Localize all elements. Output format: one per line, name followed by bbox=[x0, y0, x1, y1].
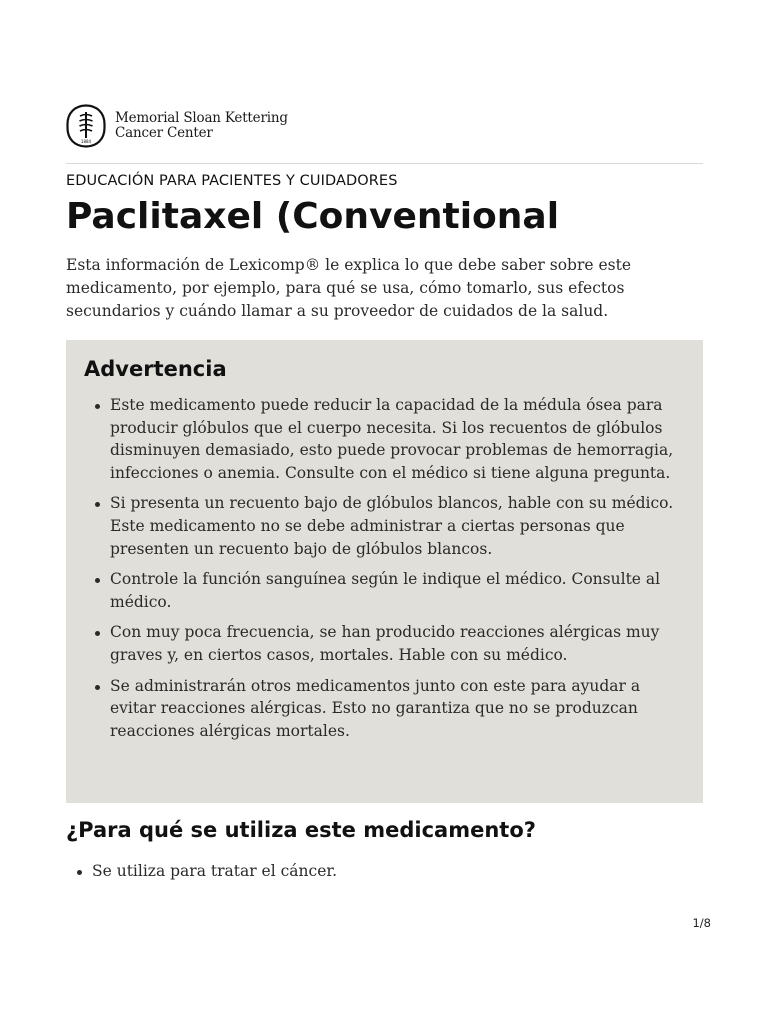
warning-item: Este medicamento puede reducir la capacidad de la médula ósea para producir glóbulos que el cuerpo necesita. Si los recuentos de glóbulos disminuyen demasiado, esto puede provocar problemas de hemorragia, infecciones o anemia. Consulte con el médico si tiene alguna pregunta. bbox=[84, 394, 685, 484]
page-title: Paclitaxel (Conventional bbox=[66, 196, 560, 237]
page-number: 1/8 bbox=[692, 916, 711, 930]
usage-item: Se utiliza para tratar el cáncer. bbox=[66, 860, 703, 883]
logo-wordmark bbox=[115, 111, 288, 141]
usage-heading: ¿Para qué se utiliza este medicamento? bbox=[66, 818, 536, 842]
logo-line-1: Memorial Sloan Kettering bbox=[115, 110, 288, 126]
warning-box bbox=[66, 340, 703, 803]
msk-logo bbox=[66, 104, 288, 148]
svg-text:1884: 1884 bbox=[80, 139, 92, 144]
logo-line-2: Cancer Center bbox=[115, 125, 213, 141]
warning-heading: Advertencia bbox=[84, 357, 227, 381]
msk-tree-logo-icon bbox=[66, 104, 106, 148]
intro-paragraph: Esta información de Lexicomp® le explica lo que debe saber sobre este medicamento, por ejemplo, para qué se usa, cómo tomarlo, sus efectos secundarios y cuándo llamar a su proveedor de cuidados de la salud. bbox=[66, 256, 632, 320]
usage-list bbox=[66, 860, 703, 891]
warning-item: Controle la función sanguínea según le indique el médico. Consulte al médico. bbox=[84, 568, 685, 613]
warning-list bbox=[84, 394, 685, 742]
warning-item: Se administrarán otros medicamentos junto con este para ayudar a evitar reacciones alérgicas. Esto no garantiza que no se produzcan reacciones alérgicas mortales. bbox=[84, 675, 685, 743]
warning-item: Si presenta un recuento bajo de glóbulos blancos, hable con su médico. Este medicamento no se debe administrar a ciertas personas que presenten un recuento bajo de glóbulos blancos. bbox=[84, 492, 685, 560]
eyebrow-label: EDUCACIÓN PARA PACIENTES Y CUIDADORES bbox=[66, 173, 398, 189]
warning-item: Con muy poca frecuencia, se han producido reacciones alérgicas muy graves y, en ciertos casos, mortales. Hable con su médico. bbox=[84, 621, 685, 666]
header-divider bbox=[66, 163, 703, 164]
